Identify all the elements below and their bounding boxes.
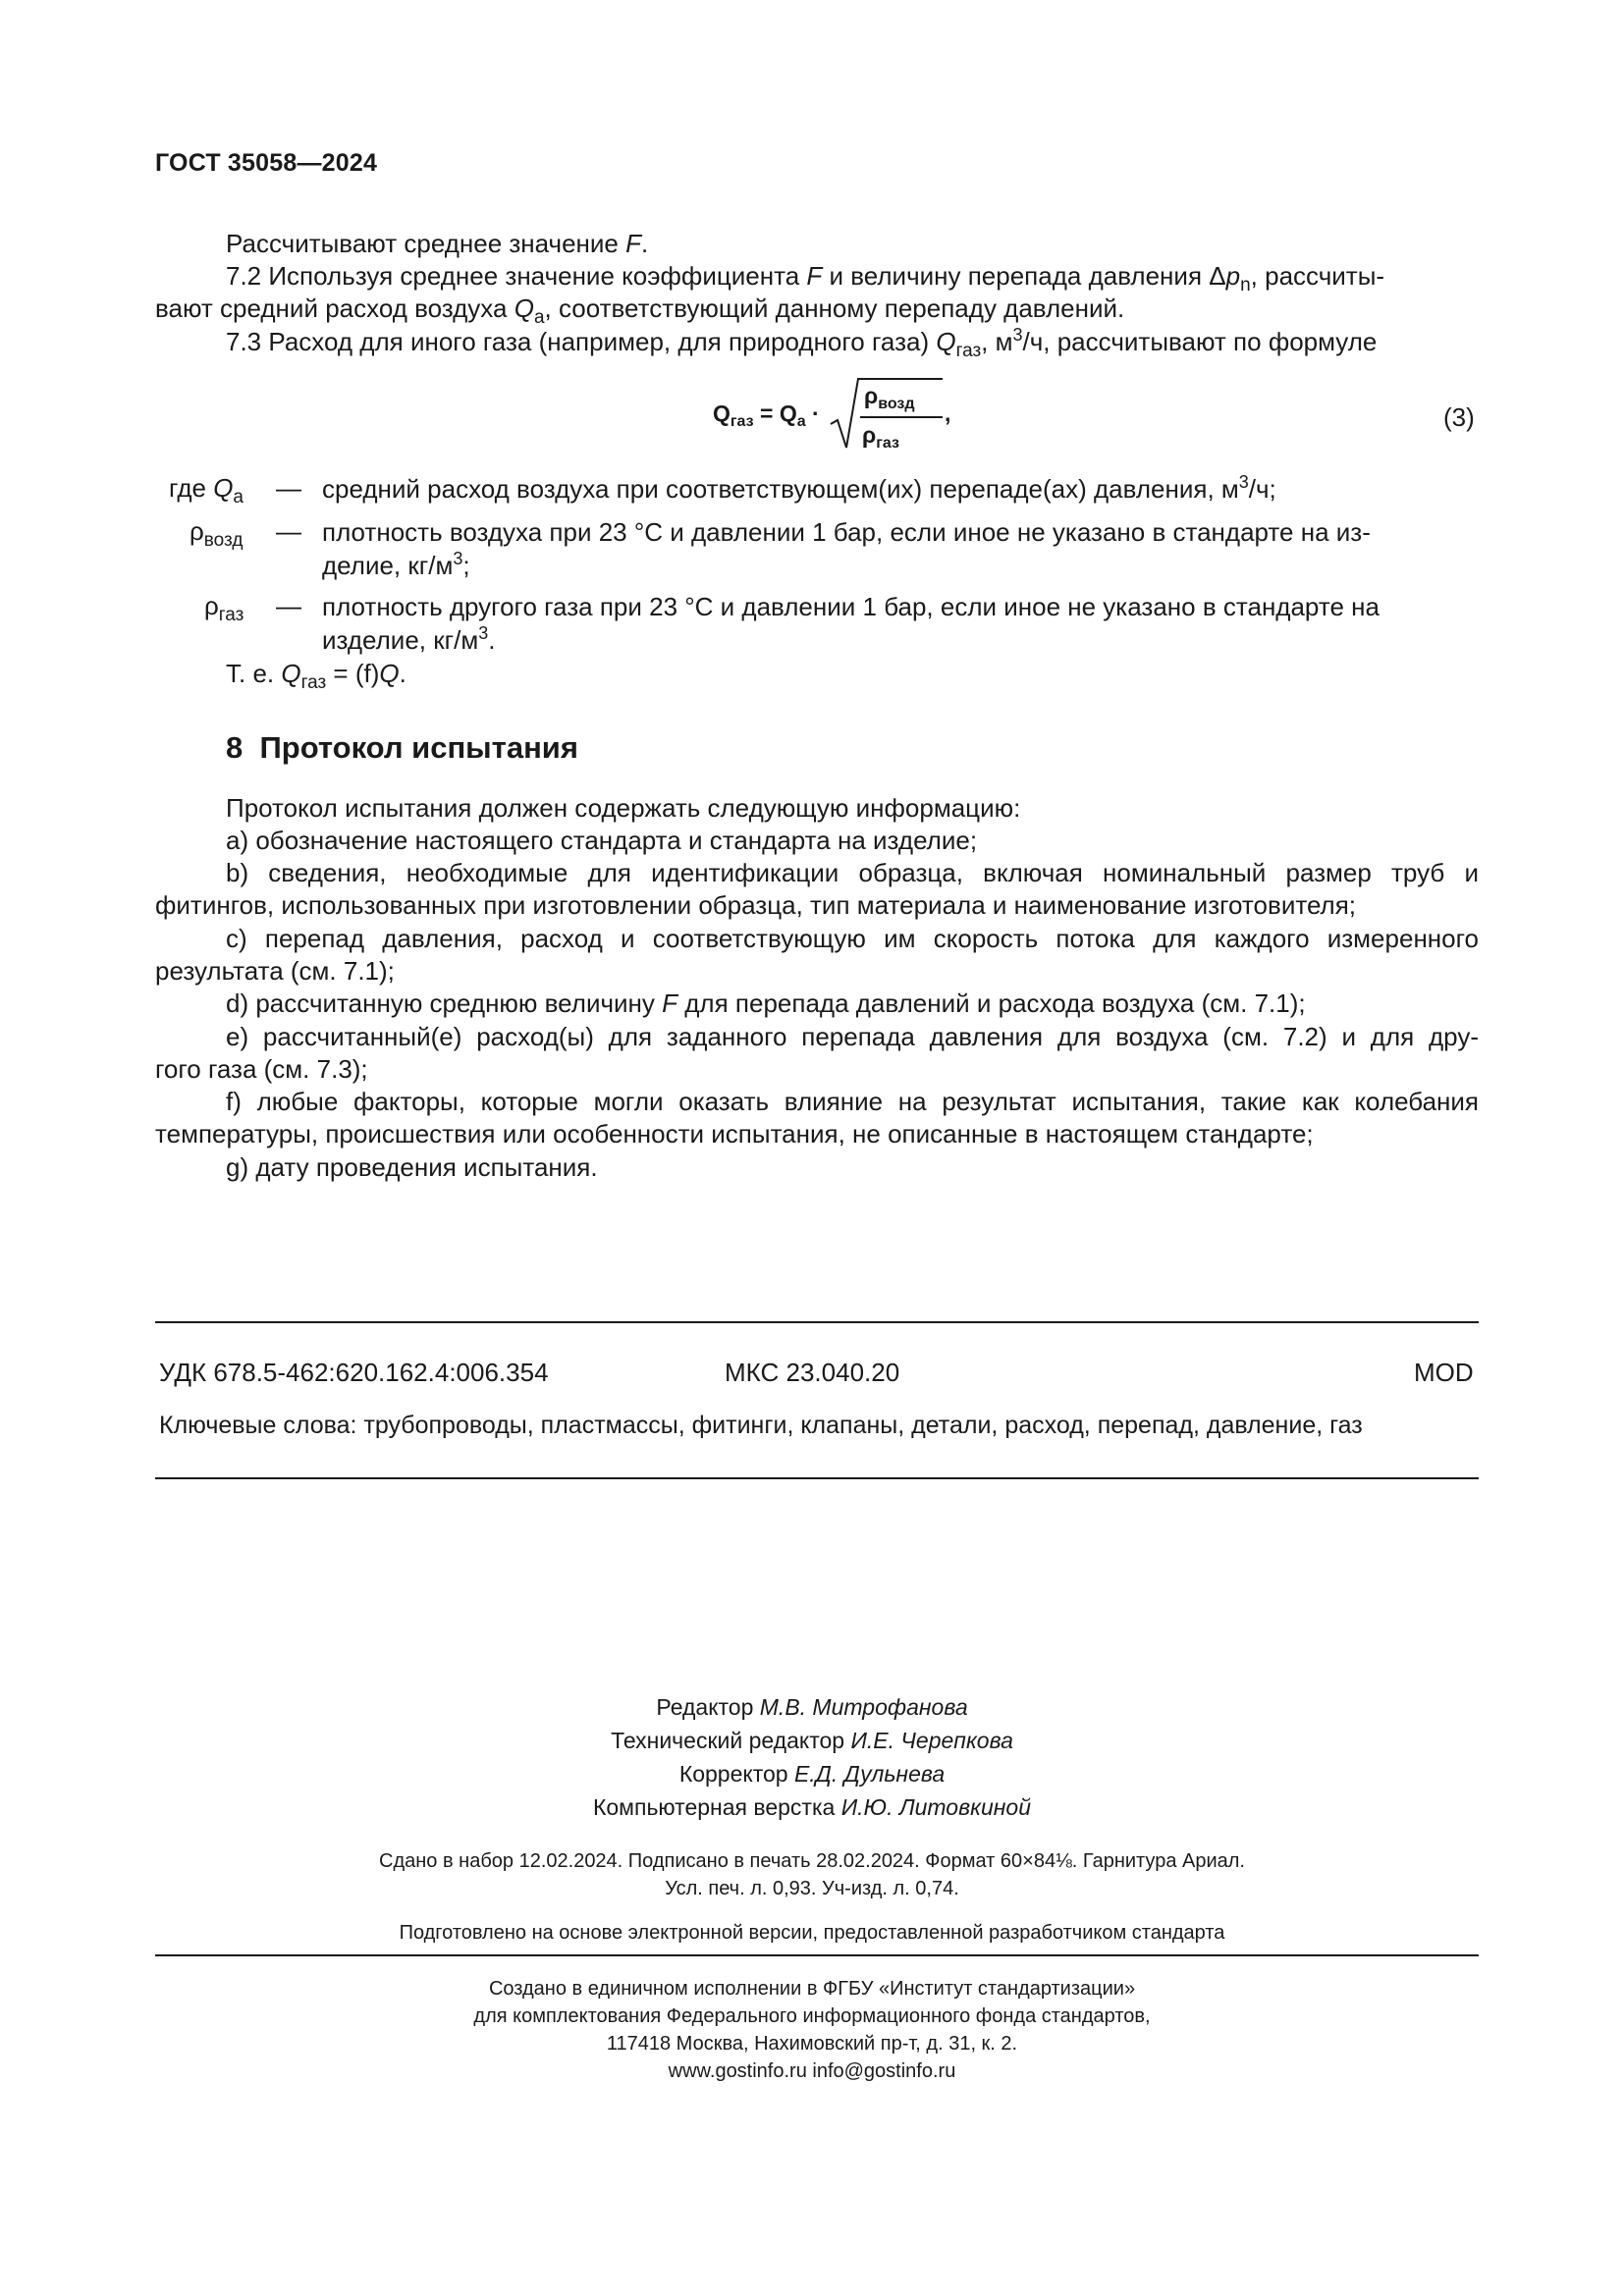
credit-corrector: Корректор Е.Д. Дульнева <box>678 1761 946 1787</box>
credit-editor: Редактор М.В. Митрофанова <box>656 1694 968 1720</box>
formula-denominator: $\rho_{газ}$ <box>862 422 899 452</box>
publisher-line-1: Создано в единичном исполнении в ФГБУ «Институт стандартизации» <box>488 1978 1136 2000</box>
imprint-line-1: Сдано в набор 12.02.2024. Подписано в печать 28.02.2024. Формат 60×84⅛. Гарнитура Ариал. <box>379 1850 1245 1872</box>
list-item-g: g) дату проведения испытания. <box>226 1152 598 1182</box>
mks-code: МКС 23.040.20 <box>725 1358 900 1387</box>
paragraph-7-3: 7.3 Расход для иного газа (например, для природного газа) $Q_{газ}$, $м^3/ч$, рассчитывают по формуле <box>226 325 1378 361</box>
list-item-f-cont: температуры, происшествия или особенности испытания, не описанные в настоящем стандарте; <box>155 1119 1314 1148</box>
publisher-line-2: для комплектования Федерального информационного фонда стандартов, <box>473 2005 1151 2027</box>
list-item-d: d) рассчитанную среднюю величину F для перепада давлений и расхода воздуха (см. 7.1); <box>226 988 1306 1018</box>
mod-label: MOD <box>1414 1358 1474 1387</box>
te-line: Т. е. $Q_{газ} = (f)Q$. <box>226 659 406 693</box>
list-item-b-cont: фитингов, использованных при изготовлении образца, тип материала и наименование изготовителя; <box>155 890 1357 920</box>
list-item-c: с) перепад давления, расход и соответствующую им скорость потока для каждого измеренного <box>226 924 1479 953</box>
keywords: Ключевые слова: трубопроводы, пластмассы, фитинги, клапаны, детали, расход, перепад, давление, газ <box>159 1412 1363 1439</box>
formula-numerator: $\rho_{возд}$ <box>864 383 915 412</box>
where-dash: — <box>276 516 301 546</box>
list-item-f: f) любые факторы, которые могли оказать влияние на результат испытания, такие как колебания <box>226 1087 1479 1116</box>
where-q-definition: средний расход воздуха при соответствующем(их) перепаде(ах) давления, $м^3/ч$; <box>322 472 1276 504</box>
where-rho-gas-label: $\rho_{газ}$ <box>204 591 244 625</box>
where-q-label: где $Q_a$ <box>169 473 244 507</box>
list-item-e: e) рассчитанный(е) расход(ы) для заданного перепада давления для воздуха (см. 7.2) и для дру- <box>226 1022 1479 1051</box>
imprint-line-2: Усл. печ. л. 0,93. Уч-изд. л. 0,74. <box>665 1878 959 1899</box>
publisher-links[interactable]: www.gostinfo.ru info@gostinfo.ru <box>668 2060 956 2082</box>
section-intro: Протокол испытания должен содержать следующую информацию: <box>226 793 1021 823</box>
where-dash: — <box>276 591 301 620</box>
where-rho-gas-definition: плотность другого газа при 23 °С и давлении 1 бар, если иное не указано в стандарте на изделие, $кг/м^3$. <box>322 592 1380 655</box>
list-item-c-cont: результата (см. 7.1); <box>155 956 395 986</box>
sqrt-radical-icon <box>829 375 864 454</box>
formula-lhs: $Q_{газ} = Q_a$ · <box>713 400 820 430</box>
list-item-e-cont: гого газа (см. 7.3); <box>155 1054 368 1084</box>
list-item-b: b) сведения, необходимые для идентификации образца, включая номинальный размер труб и <box>226 858 1479 887</box>
paragraph-7-2: 7.2 Используя среднее значение коэффициента F и величину перепада давления $\Delta p_n$, рассчиты- <box>226 261 1385 295</box>
divider <box>155 1321 1479 1323</box>
sqrt-overline <box>858 378 943 380</box>
where-dash: — <box>276 473 301 503</box>
credit-layout: Компьютерная верстка И.Ю. Литовкиной <box>592 1794 1031 1820</box>
where-rho-air-label: $\rho_{возд}$ <box>189 516 244 551</box>
where-rho-air-definition: плотность воздуха при 23 °С и давлении 1 бар, если иное не указано в стандарте на из- делие, $кг/м^3$; <box>322 517 1371 580</box>
publisher-line-3: 117418 Москва, Нахимовский пр-т, д. 31, к. 2. <box>606 2033 1018 2055</box>
divider <box>155 1954 1479 1956</box>
paragraph-7-2-cont: вают средний расход воздуха $Q_a$, соответствующий данному перепаду давлений. <box>155 294 1125 328</box>
list-item-a: a) обозначение настоящего стандарта и стандарта на изделие; <box>226 826 978 855</box>
paragraph-mean: Рассчитывают среднее значение F. <box>226 229 649 258</box>
credit-tech-editor: Технический редактор И.Е. Черепкова <box>611 1728 1013 1753</box>
udk-code: УДК 678.5-462:620.162.4:006.354 <box>159 1358 549 1387</box>
prepared-note: Подготовлено на основе электронной версии, предоставленной разработчиком стандарта <box>399 1922 1225 1944</box>
standard-header: ГОСТ 35058—2024 <box>155 149 378 177</box>
formula-comma: , <box>945 400 951 426</box>
formula-number: (3) <box>1443 402 1475 432</box>
divider <box>155 1477 1479 1479</box>
section-heading: 8 Протокол испытания <box>226 730 578 765</box>
fraction-bar <box>860 416 943 418</box>
